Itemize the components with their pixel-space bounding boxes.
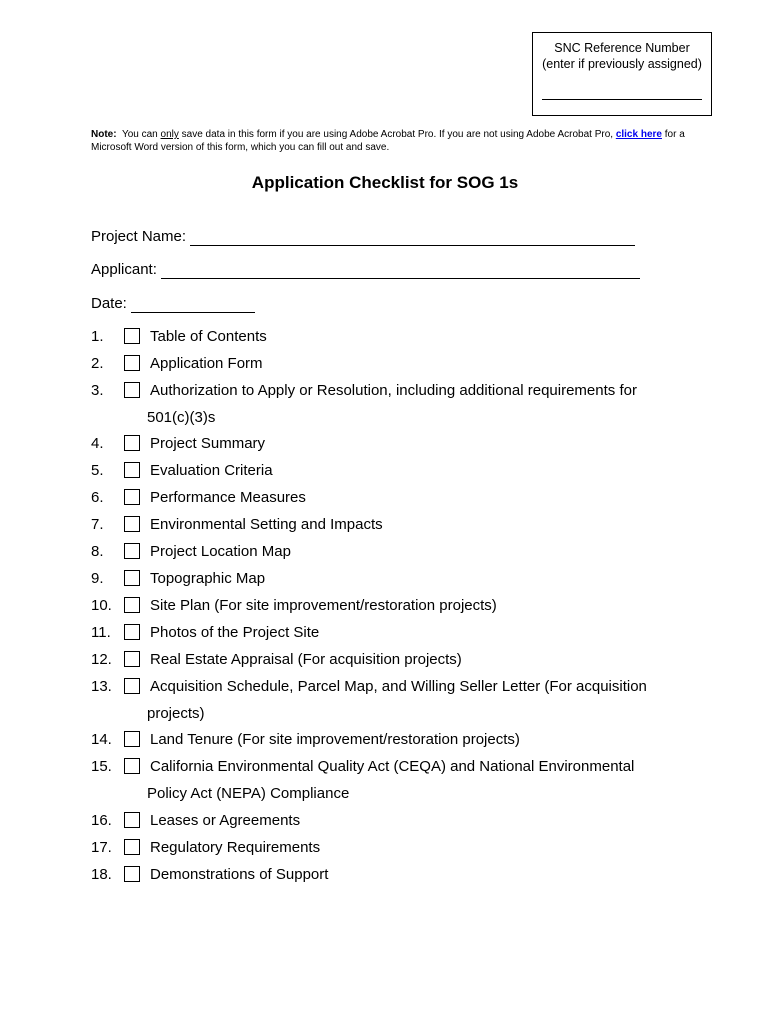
snc-reference-box [532, 32, 712, 116]
checklist-item-label: Evaluation Criteria [150, 462, 273, 479]
checklist-item-number: 3. [91, 382, 104, 399]
checklist-checkbox[interactable] [124, 355, 140, 371]
checklist-item-label: Land Tenure (For site improvement/restoration projects) [150, 731, 520, 748]
checklist-item-label: Leases or Agreements [150, 812, 301, 829]
checklist-item-label: Topographic Map [150, 570, 266, 587]
checklist-item-label-continued: Policy Act (NEPA) Compliance [147, 785, 350, 802]
checklist-item-label: Real Estate Appraisal (For acquisition projects) [150, 651, 462, 668]
checklist-item-number: 18. [91, 866, 112, 883]
snc-reference-hint: (enter if previously assigned) [542, 57, 702, 71]
note-text-a: You can [121, 129, 158, 140]
note-text-b: save data in this form if you are using Adobe Acrobat Pro. If you are not using Adobe Acrobat Pro, [181, 129, 614, 140]
checklist-checkbox[interactable] [124, 866, 140, 882]
snc-reference-input[interactable] [542, 99, 702, 100]
note-text-only: only [160, 129, 179, 140]
checklist-item-number: 15. [91, 758, 112, 775]
applicant-field [91, 261, 640, 279]
checklist-checkbox[interactable] [124, 597, 140, 613]
note-text-c: for a Microsoft Word version of this form, which you can fill out and save. [91, 129, 685, 153]
date-input[interactable] [131, 298, 255, 313]
checklist-item-number: 14. [91, 731, 112, 748]
checklist-item-number: 17. [91, 839, 112, 856]
checklist-checkbox[interactable] [124, 651, 140, 667]
checklist-item-number: 11. [91, 624, 111, 641]
checklist-checkbox[interactable] [124, 462, 140, 478]
checklist-item-number: 7. [91, 516, 104, 533]
checklist-checkbox[interactable] [124, 382, 140, 398]
checklist-checkbox[interactable] [124, 812, 140, 828]
checklist-checkbox[interactable] [124, 624, 140, 640]
checklist-item-label: California Environmental Quality Act (CEQA) and National Environmental [150, 758, 635, 775]
checklist-item-label: Table of Contents [150, 328, 267, 345]
click-here-link[interactable]: click here [615, 129, 662, 140]
project-name-input[interactable] [190, 231, 635, 246]
date-field [91, 295, 255, 313]
project-name-label: Project Name: [91, 228, 187, 245]
checklist-item-label: Regulatory Requirements [150, 839, 321, 856]
checklist-checkbox[interactable] [124, 489, 140, 505]
checklist-checkbox[interactable] [124, 543, 140, 559]
applicant-label: Applicant: [91, 261, 157, 278]
checklist-item-label: Project Summary [150, 435, 266, 452]
checklist-item-number: 10. [91, 597, 112, 614]
date-label: Date: [91, 295, 127, 312]
checklist-checkbox[interactable] [124, 328, 140, 344]
checklist-item-label: Environmental Setting and Impacts [150, 516, 383, 533]
checklist-item-number: 5. [91, 462, 104, 479]
checklist-item-label: Project Location Map [150, 543, 291, 560]
checklist-item-label: Acquisition Schedule, Parcel Map, and Willing Seller Letter (For acquisition [150, 678, 647, 695]
checklist-item-number: 1. [91, 328, 104, 345]
note-label: Note: [91, 129, 117, 140]
page-title: Application Checklist for SOG 1s [251, 173, 519, 192]
checklist-checkbox[interactable] [124, 678, 140, 694]
checklist-checkbox[interactable] [124, 758, 140, 774]
checklist-item-label-continued: projects) [147, 705, 205, 722]
checklist-checkbox[interactable] [124, 516, 140, 532]
checklist-item-number: 8. [91, 543, 104, 560]
checklist-item-number: 6. [91, 489, 104, 506]
checklist-item-label: Demonstrations of Support [150, 866, 329, 883]
project-name-field [91, 228, 635, 246]
checklist-item-number: 13. [91, 678, 112, 695]
checklist-item-number: 4. [91, 435, 104, 452]
checklist-item-number: 12. [91, 651, 112, 668]
checklist-item-label: Application Form [150, 355, 263, 372]
checklist-item-number: 2. [91, 355, 104, 372]
checklist-checkbox[interactable] [124, 570, 140, 586]
checklist-item-label: Authorization to Apply or Resolution, including additional requirements for [150, 382, 637, 399]
checklist-checkbox[interactable] [124, 839, 140, 855]
checklist-item-label-continued: 501(c)(3)s [147, 409, 216, 426]
checklist-checkbox[interactable] [124, 731, 140, 747]
applicant-input[interactable] [161, 264, 640, 279]
snc-reference-title: SNC Reference Number [554, 41, 690, 55]
checklist-item-label: Performance Measures [150, 489, 306, 506]
checklist-item-number: 16. [91, 812, 112, 829]
checklist-item-label: Photos of the Project Site [150, 624, 320, 641]
checklist-item-label: Site Plan (For site improvement/restoration projects) [150, 597, 497, 614]
checklist-checkbox[interactable] [124, 435, 140, 451]
checklist-item-number: 9. [91, 570, 104, 587]
note-paragraph [91, 128, 691, 154]
